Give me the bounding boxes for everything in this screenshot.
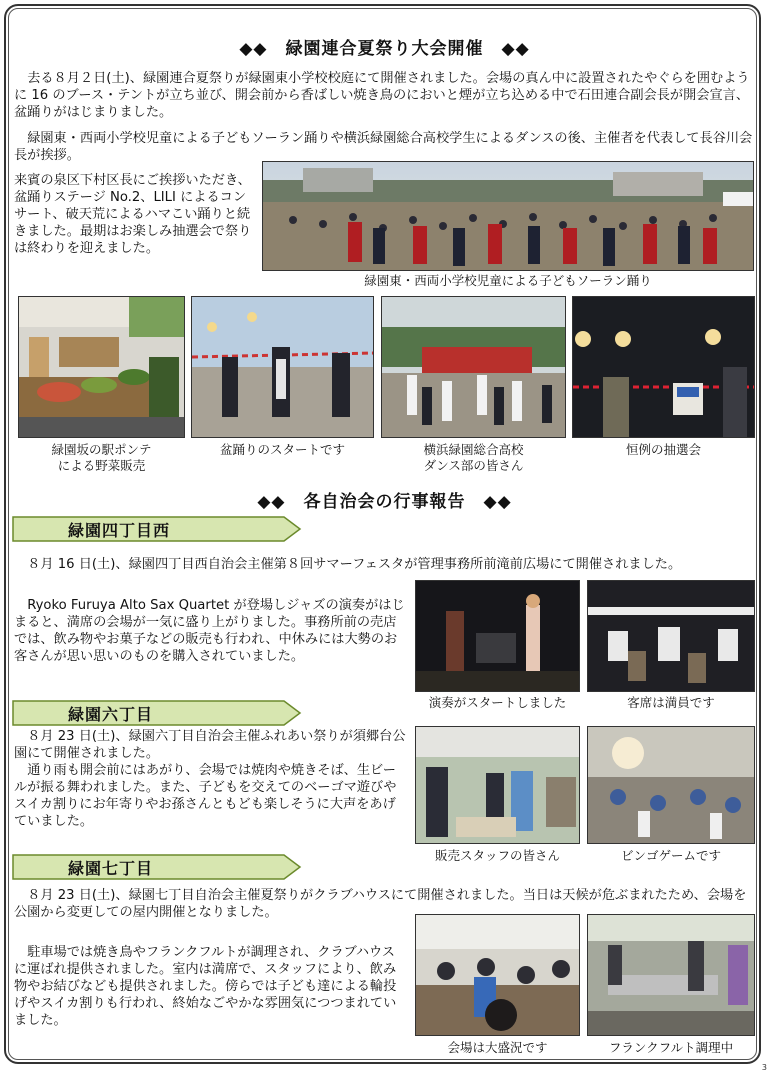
photo-bingo [587, 726, 755, 844]
district-7-text-2: 駐車場では焼き鳥やフランクフルトが調理され、クラブハウスに運ばれ提供されました。室内は満席で、スタッフにより、飲み物やお結びなども提供されました。傍らでは子ども達による輪投げやスイカ割りも行われ、終始なごやかな雰囲気につつまれていました。 [14, 945, 397, 1028]
photo-vegetable-sale [18, 296, 185, 438]
intro-paragraph-2 [14, 130, 754, 164]
district-4w-para-2 [14, 597, 406, 665]
intro-text-3: 来賓の泉区下村区長にご挨拶いただき、盆踊りステージ No.2、LILI によるコンサート、破天荒によるハマこい踊りと続きました。最期はお楽しみ抽選会で祭りは終わりを迎えました。 [14, 173, 252, 256]
intro-text-1: 去る８月２日(土)、緑園連合夏祭りが緑園東小学校校庭にて開催されました。会場の真ん中に設置されたやぐらを囲むように 16 のブース・テントが立ち並び、開会前から香ばしい焼き鳥のにおいと煙が立ち込める中で石田連合副会長が開会宣言、盆踊りがはじまりました。 [14, 71, 750, 120]
caption-jazz-performance: 演奏がスタートしました [428, 695, 567, 710]
photo-clubhouse-crowd [415, 914, 580, 1036]
photo-bon-odori [191, 296, 374, 438]
intro-paragraph-1 [14, 70, 754, 121]
photo-lottery [572, 296, 755, 438]
district-6-text-2: 通り雨も開会前にはあがり、会場では焼肉や焼きそば、生ビールが振る舞われました。また、子どもを交えてのベーゴマ遊びやスイカ割りにお年寄りやお孫さんともども楽しそうに大声をあげていました。 [14, 763, 397, 829]
caption-bon-odori: 盆踊りのスタートです [219, 442, 345, 457]
district-4w-text-2: Ryoko Furuya Alto Sax Quartet が登場しジャズの演奏がはじまると、満席の会場が一気に盛り上がりました。事務所前の売店では、飲み物やお菓子などの販売も行われ、中休みには大勢のお客さんが思い思いのものを購入されていました。 [14, 598, 405, 664]
district-name-6: 緑園六丁目 [68, 705, 154, 724]
caption-frankfurter-cooking: フランクフルト調理中 [608, 1040, 734, 1055]
caption-sales-staff: 販売スタッフの皆さん [434, 848, 560, 863]
district-7-text-1: ８月 23 日(土)、緑園七丁目自治会主催夏祭りがクラブハウスにて開催されました。当日は天候が危ぶまれたため、会場を公園から変更しての屋内開催となりました。 [14, 888, 747, 920]
photo-soran-dance [262, 161, 754, 271]
district-tag-4w [12, 516, 302, 542]
district-4w-para-1 [14, 556, 754, 573]
photo-jazz-performance [415, 580, 580, 692]
district-6-para-2 [14, 762, 406, 830]
photo-full-audience [587, 580, 755, 692]
caption-full-audience: 客席は満員です [627, 695, 715, 710]
intro-text-2: 緑園東・西両小学校児童による子どもソーラン踊りや横浜緑園総合高校学生によるダンスの後、主催者を代表して長谷川会長が挨拶。 [14, 131, 753, 163]
photo-dance-club [381, 296, 566, 438]
district-4w-text-1: ８月 16 日(土)、緑園四丁目西自治会主催第８回サマーフェスタが管理事務所前滝前広場にて開催されました。 [27, 557, 682, 572]
caption-bingo: ビンゴゲームです [620, 848, 721, 863]
page-number: 3 [761, 1063, 767, 1072]
main-photo-caption: 緑園東・西両小学校児童による子どもソーラン踊り [364, 273, 652, 288]
district-tag-6 [12, 700, 302, 726]
caption-vegetable-sale: 緑園坂の駅ポンテ による野菜販売 [51, 442, 152, 473]
caption-clubhouse-crowd: 会場は大盛況です [447, 1040, 548, 1055]
section-title-reports: ◆◆ 各自治会の行事報告 ◆◆ [257, 492, 512, 512]
district-name-4w: 緑園四丁目西 [68, 521, 171, 540]
district-6-para-1 [14, 728, 406, 762]
photo-frankfurter-cooking [587, 914, 755, 1036]
district-6-text-1: ８月 23 日(土)、緑園六丁目自治会主催ふれあい祭りが須郷台公園にて開催されました。 [14, 729, 406, 761]
district-7-para-2 [14, 944, 406, 1029]
intro-paragraph-3 [14, 172, 254, 257]
photo-sales-staff [415, 726, 580, 844]
district-tag-7 [12, 854, 302, 880]
district-name-7: 緑園七丁目 [68, 859, 154, 878]
caption-lottery: 恒例の抽選会 [625, 442, 701, 457]
caption-dance-club: 横浜緑園総合高校 ダンス部の皆さん [423, 442, 524, 473]
page-title: ◆◆ 緑園連合夏祭り大会開催 ◆◆ [239, 39, 530, 59]
